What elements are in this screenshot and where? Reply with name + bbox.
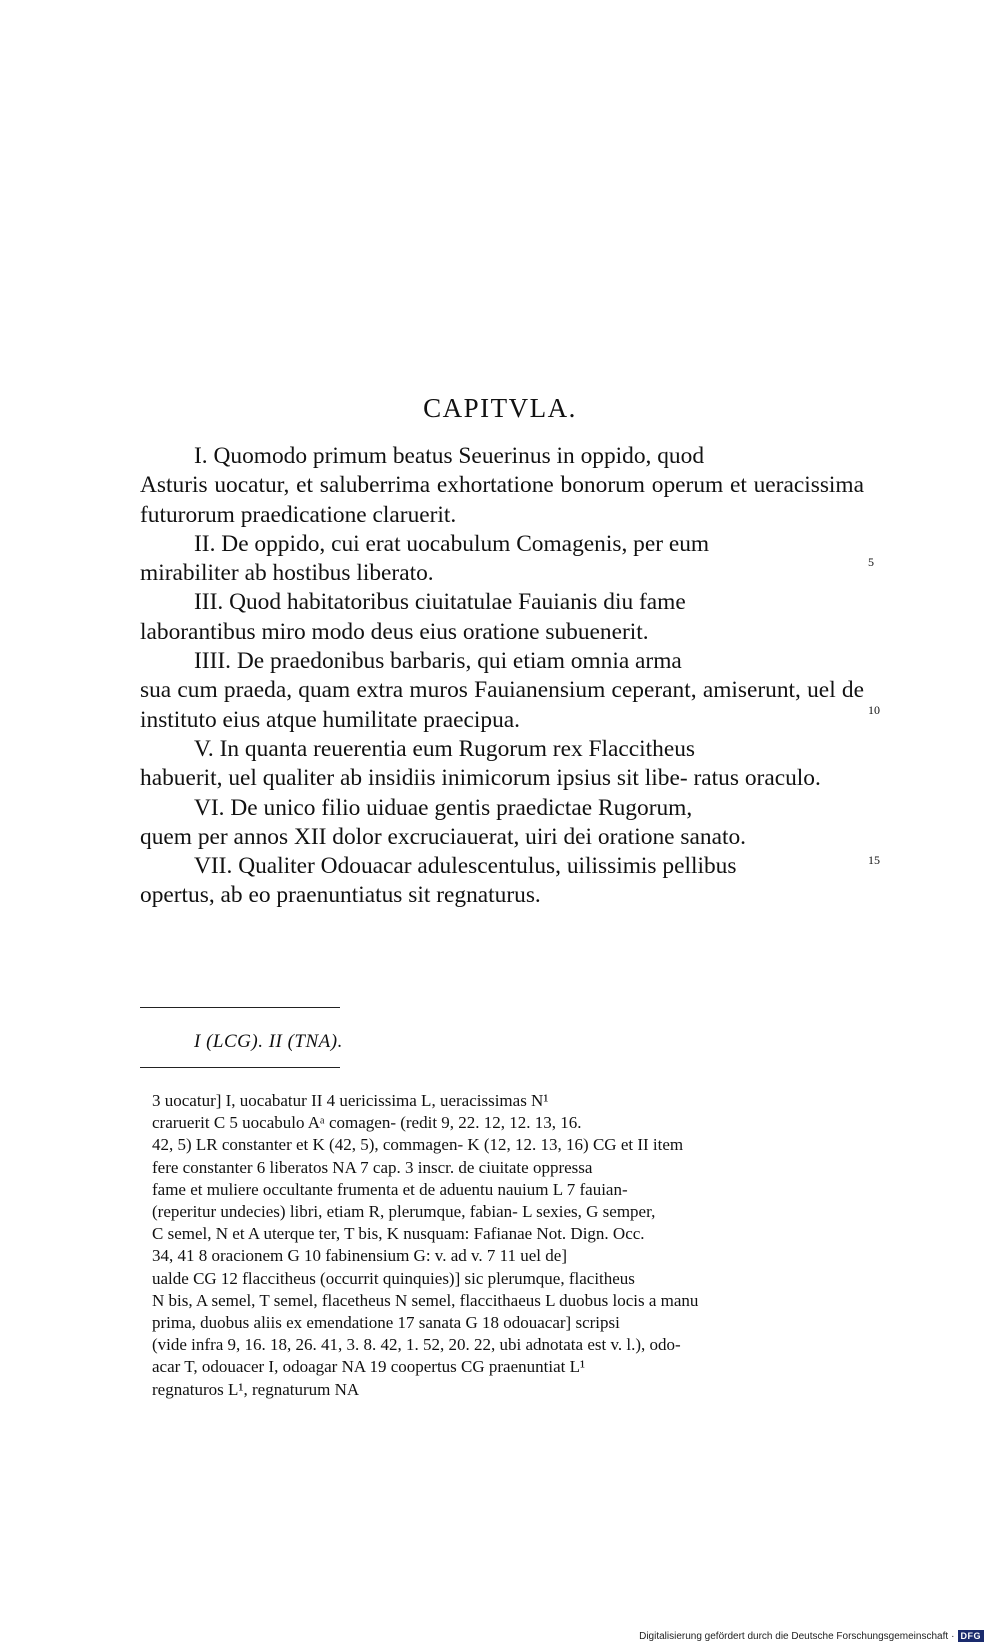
credit-text: Digitalisierung gefördert durch die Deutsche Forschungsgemeinschaft bbox=[639, 1630, 949, 1642]
chapter-line: habuerit, uel qualiter ab insidiis inimicorum ipsius sit libe- bbox=[140, 765, 688, 792]
page-title: CAPITVLA. bbox=[423, 393, 577, 423]
chapter-item bbox=[140, 852, 864, 911]
apparatus-line: 42, 5) LR constanter et K (42, 5), commagen- K (12, 12. 13, 16) CG et II item bbox=[152, 1135, 684, 1155]
chapter-line: opertus, ab eo praenuntiatus sit regnaturus. bbox=[140, 882, 541, 909]
manuscript-groups: I (LCG). II (TNA). bbox=[194, 1031, 343, 1052]
chapter-line: mirabiliter ab hostibus liberato. bbox=[140, 560, 434, 587]
chapter-list bbox=[140, 442, 864, 911]
apparatus-line: fame et muliere occultante frumenta et de aduentu nauium L 7 fauian- bbox=[152, 1179, 628, 1199]
apparatus-line: prima, duobus aliis ex emendatione 17 sanata G 18 odouacar] scripsi bbox=[152, 1313, 620, 1333]
apparatus-line: C semel, N et A uterque ter, T bis, K nusquam: Fafianae Not. Dign. Occ. bbox=[152, 1224, 645, 1244]
critical-apparatus bbox=[152, 1090, 864, 1401]
line-number: 15 bbox=[868, 853, 880, 867]
apparatus-line: acar T, odouacer I, odoagar NA 19 coopertus CG praenuntiat L¹ bbox=[152, 1357, 586, 1377]
apparatus-line: 34, 41 8 oracionem G 10 fabinensium G: v. ad v. 7 11 uel de] bbox=[152, 1246, 567, 1266]
chapter-line: De unico filio uiduae gentis praedictae Rugorum, bbox=[230, 794, 693, 821]
apparatus-line: (vide infra 9, 16. 18, 26. 41, 3. 8. 42, 1. 52, 20. 22, ubi adnotata est v. l.), odo- bbox=[152, 1335, 681, 1355]
chapter-line: Quomodo primum beatus Seuerinus in oppido, quod bbox=[213, 443, 705, 469]
chapter-line: sanato. bbox=[680, 823, 746, 850]
chapter-item bbox=[140, 647, 864, 735]
line-number: 5 bbox=[868, 555, 874, 569]
chapter-item bbox=[140, 794, 864, 853]
apparatus-line: N bis, A semel, T semel, flacetheus N semel, flaccithaeus L duobus locis a manu bbox=[152, 1290, 699, 1310]
chapter-line: De praedonibus barbaris, qui etiam omnia arma bbox=[236, 648, 682, 675]
chapter-number: III. bbox=[194, 589, 224, 616]
chapter-line: amiserunt, uel de instituto eius atque humilitate praecipua. bbox=[140, 677, 864, 733]
chapter-item bbox=[140, 735, 864, 794]
chapter-line: sua cum praeda, quam extra muros Fauianensium ceperant, bbox=[140, 677, 697, 704]
chapter-number: IIII. bbox=[194, 648, 232, 675]
chapter-number: V. bbox=[194, 735, 214, 762]
chapter-number: II. bbox=[194, 530, 216, 557]
chapter-line: operum et ueracissima futurorum praedicatione claruerit. bbox=[140, 472, 864, 528]
apparatus-line: craruerit C 5 uocabulo Aᵃ comagen- (redit 9, 22. 12, 12. 13, 16. bbox=[152, 1113, 582, 1133]
apparatus-line: 3 uocatur] I, uocabatur II 4 uericissima L, ueracissimas N¹ bbox=[152, 1091, 549, 1110]
chapter-item bbox=[140, 588, 864, 647]
chapter-line: ratus oraculo. bbox=[693, 765, 821, 792]
line-number: 10 bbox=[868, 703, 880, 717]
chapter-number: I. bbox=[194, 443, 208, 469]
digitization-credit: Digitalisierung gefördert durch die Deutsche Forschungsgemeinschaft · DFG bbox=[639, 1630, 984, 1642]
chapter-line: quem per annos XII dolor excruciauerat, uiri dei oratione bbox=[140, 823, 675, 850]
chapter-line: Quod habitatoribus ciuitatulae Fauianis diu fame bbox=[229, 589, 686, 616]
chapter-item bbox=[140, 530, 864, 589]
chapter-item bbox=[140, 442, 864, 530]
dfg-logo-icon: DFG bbox=[958, 1630, 985, 1642]
chapter-line: De oppido, cui erat uocabulum Comagenis, per eum bbox=[221, 530, 710, 557]
chapter-line: Asturis uocatur, et saluberrima exhortatione bonorum bbox=[140, 472, 646, 499]
chapter-line: Qualiter Odouacar adulescentulus, uilissimis pellibus bbox=[238, 853, 737, 880]
apparatus-line: regnaturos L¹, regnaturum NA bbox=[152, 1379, 360, 1399]
chapter-number: VII. bbox=[194, 853, 233, 880]
chapter-number: VI. bbox=[194, 794, 225, 821]
chapter-line: In quanta reuerentia eum Rugorum rex Flaccitheus bbox=[219, 735, 696, 762]
apparatus-line: (reperitur undecies) libri, etiam R, plerumque, fabian- L sexies, G semper, bbox=[152, 1202, 656, 1222]
apparatus-line: fere constanter 6 liberatos NA 7 cap. 3 inscr. de ciuitate oppressa bbox=[152, 1157, 593, 1177]
apparatus-line: ualde CG 12 flaccitheus (occurrit quinquies)] sic plerumque, flacitheus bbox=[152, 1268, 635, 1288]
divider bbox=[140, 1007, 340, 1008]
divider bbox=[140, 1067, 340, 1068]
chapter-line: laborantibus miro modo deus eius oratione subuenerit. bbox=[140, 618, 649, 645]
